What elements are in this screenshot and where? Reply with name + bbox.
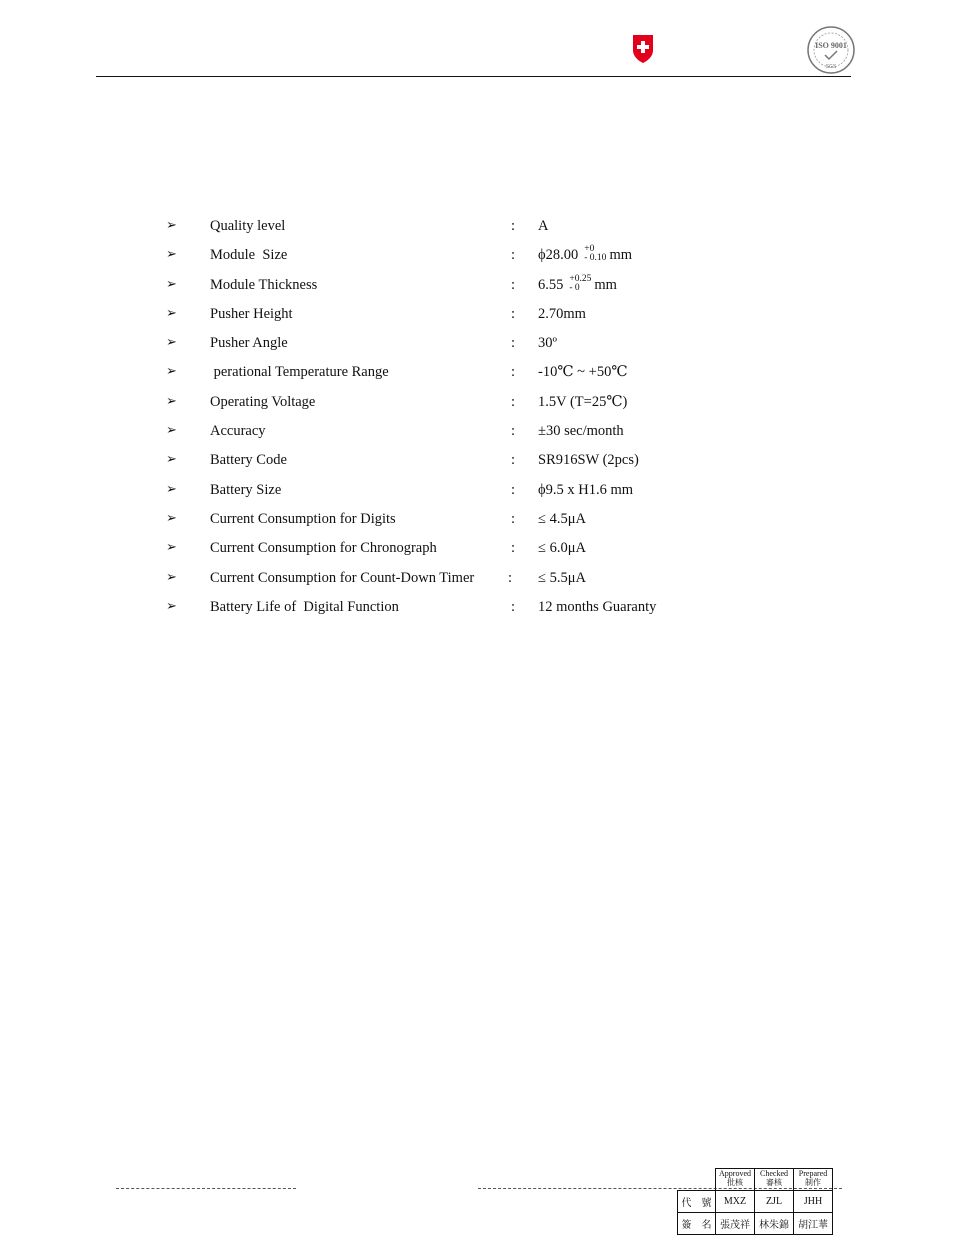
spec-value-main: ≤ 6.0μA <box>538 540 586 556</box>
spec-value-main: 30º <box>538 335 557 351</box>
spec-row <box>0 362 954 382</box>
spec-colon: : <box>511 482 516 498</box>
spec-label: Operating Voltage <box>210 394 316 410</box>
spec-row <box>0 275 954 295</box>
spec-colon: : <box>511 599 516 615</box>
spec-row <box>0 421 954 441</box>
spec-colon: : <box>511 511 516 527</box>
spec-label: Module Thickness <box>210 277 318 293</box>
spec-colon: : <box>511 423 516 439</box>
spec-row <box>0 392 954 412</box>
arrow-bullet-icon: ➢ <box>166 452 177 467</box>
spec-value <box>538 275 617 295</box>
spec-row <box>0 216 954 236</box>
footer-rule-left <box>116 1188 296 1189</box>
spec-value <box>538 450 639 470</box>
spec-value-main: A <box>538 218 549 234</box>
tolerance-lower: - 0 <box>569 282 580 293</box>
spec-value-main: -10℃ ~ +50℃ <box>538 364 628 380</box>
signoff-name-approved: 張茂祥 <box>716 1213 755 1235</box>
spec-colon: : <box>511 364 516 380</box>
spec-value-main: ±30 sec/month <box>538 423 624 439</box>
arrow-bullet-icon: ➢ <box>166 247 177 262</box>
header-rule <box>96 76 851 77</box>
spec-row <box>0 538 954 558</box>
arrow-bullet-icon: ➢ <box>166 599 177 614</box>
arrow-bullet-icon: ➢ <box>166 482 177 497</box>
spec-unit: mm <box>594 277 617 293</box>
spec-label: Accuracy <box>210 423 266 439</box>
spec-value <box>538 333 557 353</box>
spec-row <box>0 568 954 588</box>
signoff-code-prepared: JHH <box>794 1191 833 1213</box>
spec-value-main: 12 months Guaranty <box>538 599 657 615</box>
spec-label: Pusher Angle <box>210 335 288 351</box>
spec-label: Current Consumption for Digits <box>210 511 396 527</box>
spec-value <box>538 568 586 588</box>
signoff-name-checked: 林朱錦 <box>755 1213 794 1235</box>
spec-value <box>538 392 627 412</box>
spec-tolerance <box>584 245 606 263</box>
spec-value-main: 6.55 <box>538 277 564 293</box>
spec-colon: : <box>511 218 516 234</box>
signoff-table <box>677 1168 833 1235</box>
spec-label: Pusher Height <box>210 306 293 322</box>
spec-row <box>0 245 954 265</box>
arrow-bullet-icon: ➢ <box>166 218 177 233</box>
spec-row <box>0 304 954 324</box>
spec-label: Module Size <box>210 247 288 263</box>
spec-value-main: 1.5V (T=25℃) <box>538 394 628 410</box>
spec-value <box>538 538 586 558</box>
spec-value <box>538 362 628 382</box>
spec-value <box>538 216 548 236</box>
spec-value <box>538 597 656 617</box>
spec-value <box>538 421 624 441</box>
seal-text: ISO 9001 <box>815 41 847 50</box>
spec-label: Battery Code <box>210 452 287 468</box>
signoff-corner <box>678 1169 716 1191</box>
signoff-header-prepared: Prepared 制作 <box>794 1169 833 1191</box>
spec-label: Battery Size <box>210 482 282 498</box>
spec-value-main: ≤ 4.5μA <box>538 511 586 527</box>
arrow-bullet-icon: ➢ <box>166 394 177 409</box>
spec-colon: : <box>511 335 516 351</box>
spec-label: Battery Life of Digital Function <box>210 599 399 615</box>
arrow-bullet-icon: ➢ <box>166 423 177 438</box>
spec-colon: : <box>511 452 516 468</box>
spec-row <box>0 480 954 500</box>
spec-value-main: ≤ 5.5μA <box>538 570 586 586</box>
spec-value-main: ϕ9.5 x H1.6 mm <box>538 482 634 498</box>
spec-row <box>0 450 954 470</box>
spec-label: Current Consumption for Count-Down Timer <box>210 570 475 586</box>
spec-value <box>538 245 632 265</box>
tolerance-upper: +0 <box>584 243 595 254</box>
arrow-bullet-icon: ➢ <box>166 335 177 350</box>
tolerance-upper: +0.25 <box>569 273 592 284</box>
signoff-name-prepared: 胡江華 <box>794 1213 833 1235</box>
arrow-bullet-icon: ➢ <box>166 570 177 585</box>
spec-colon: : <box>511 540 516 556</box>
signoff-code-checked: ZJL <box>755 1191 794 1213</box>
arrow-bullet-icon: ➢ <box>166 364 177 379</box>
spec-value-main: SR916SW (2pcs) <box>538 452 639 468</box>
spec-label: Quality level <box>210 218 286 234</box>
signoff-sign-label: 簽 名 <box>678 1213 716 1235</box>
seal-mark: SGS <box>825 64 837 70</box>
spec-colon: : <box>511 277 516 293</box>
signoff-header-approved: Approved 批核 <box>716 1169 755 1191</box>
arrow-bullet-icon: ➢ <box>166 277 177 292</box>
iso-9001-seal-icon <box>806 25 856 75</box>
signoff-code-label: 代 號 <box>678 1191 716 1213</box>
spec-value-main: ϕ28.00 <box>538 247 579 263</box>
spec-colon: : <box>508 570 513 586</box>
arrow-bullet-icon: ➢ <box>166 540 177 555</box>
spec-tolerance <box>569 275 591 293</box>
spec-label: Current Consumption for Chronograph <box>210 540 437 556</box>
spec-colon: : <box>511 306 516 322</box>
spec-unit: mm <box>609 247 632 263</box>
swiss-shield-logo <box>632 34 654 64</box>
signoff-code-approved: MXZ <box>716 1191 755 1213</box>
spec-row <box>0 509 954 529</box>
tolerance-lower: - 0.10 <box>584 252 607 263</box>
spec-value <box>538 304 586 324</box>
spec-row <box>0 333 954 353</box>
spec-colon: : <box>511 394 516 410</box>
spec-value <box>538 509 586 529</box>
spec-colon: : <box>511 247 516 263</box>
spec-value-main: 2.70mm <box>538 306 586 322</box>
arrow-bullet-icon: ➢ <box>166 306 177 321</box>
signoff-header-checked: Checked 審核 <box>755 1169 794 1191</box>
spec-row <box>0 597 954 617</box>
spec-value <box>538 480 633 500</box>
spec-label: perational Temperature Range <box>210 364 389 380</box>
arrow-bullet-icon: ➢ <box>166 511 177 526</box>
